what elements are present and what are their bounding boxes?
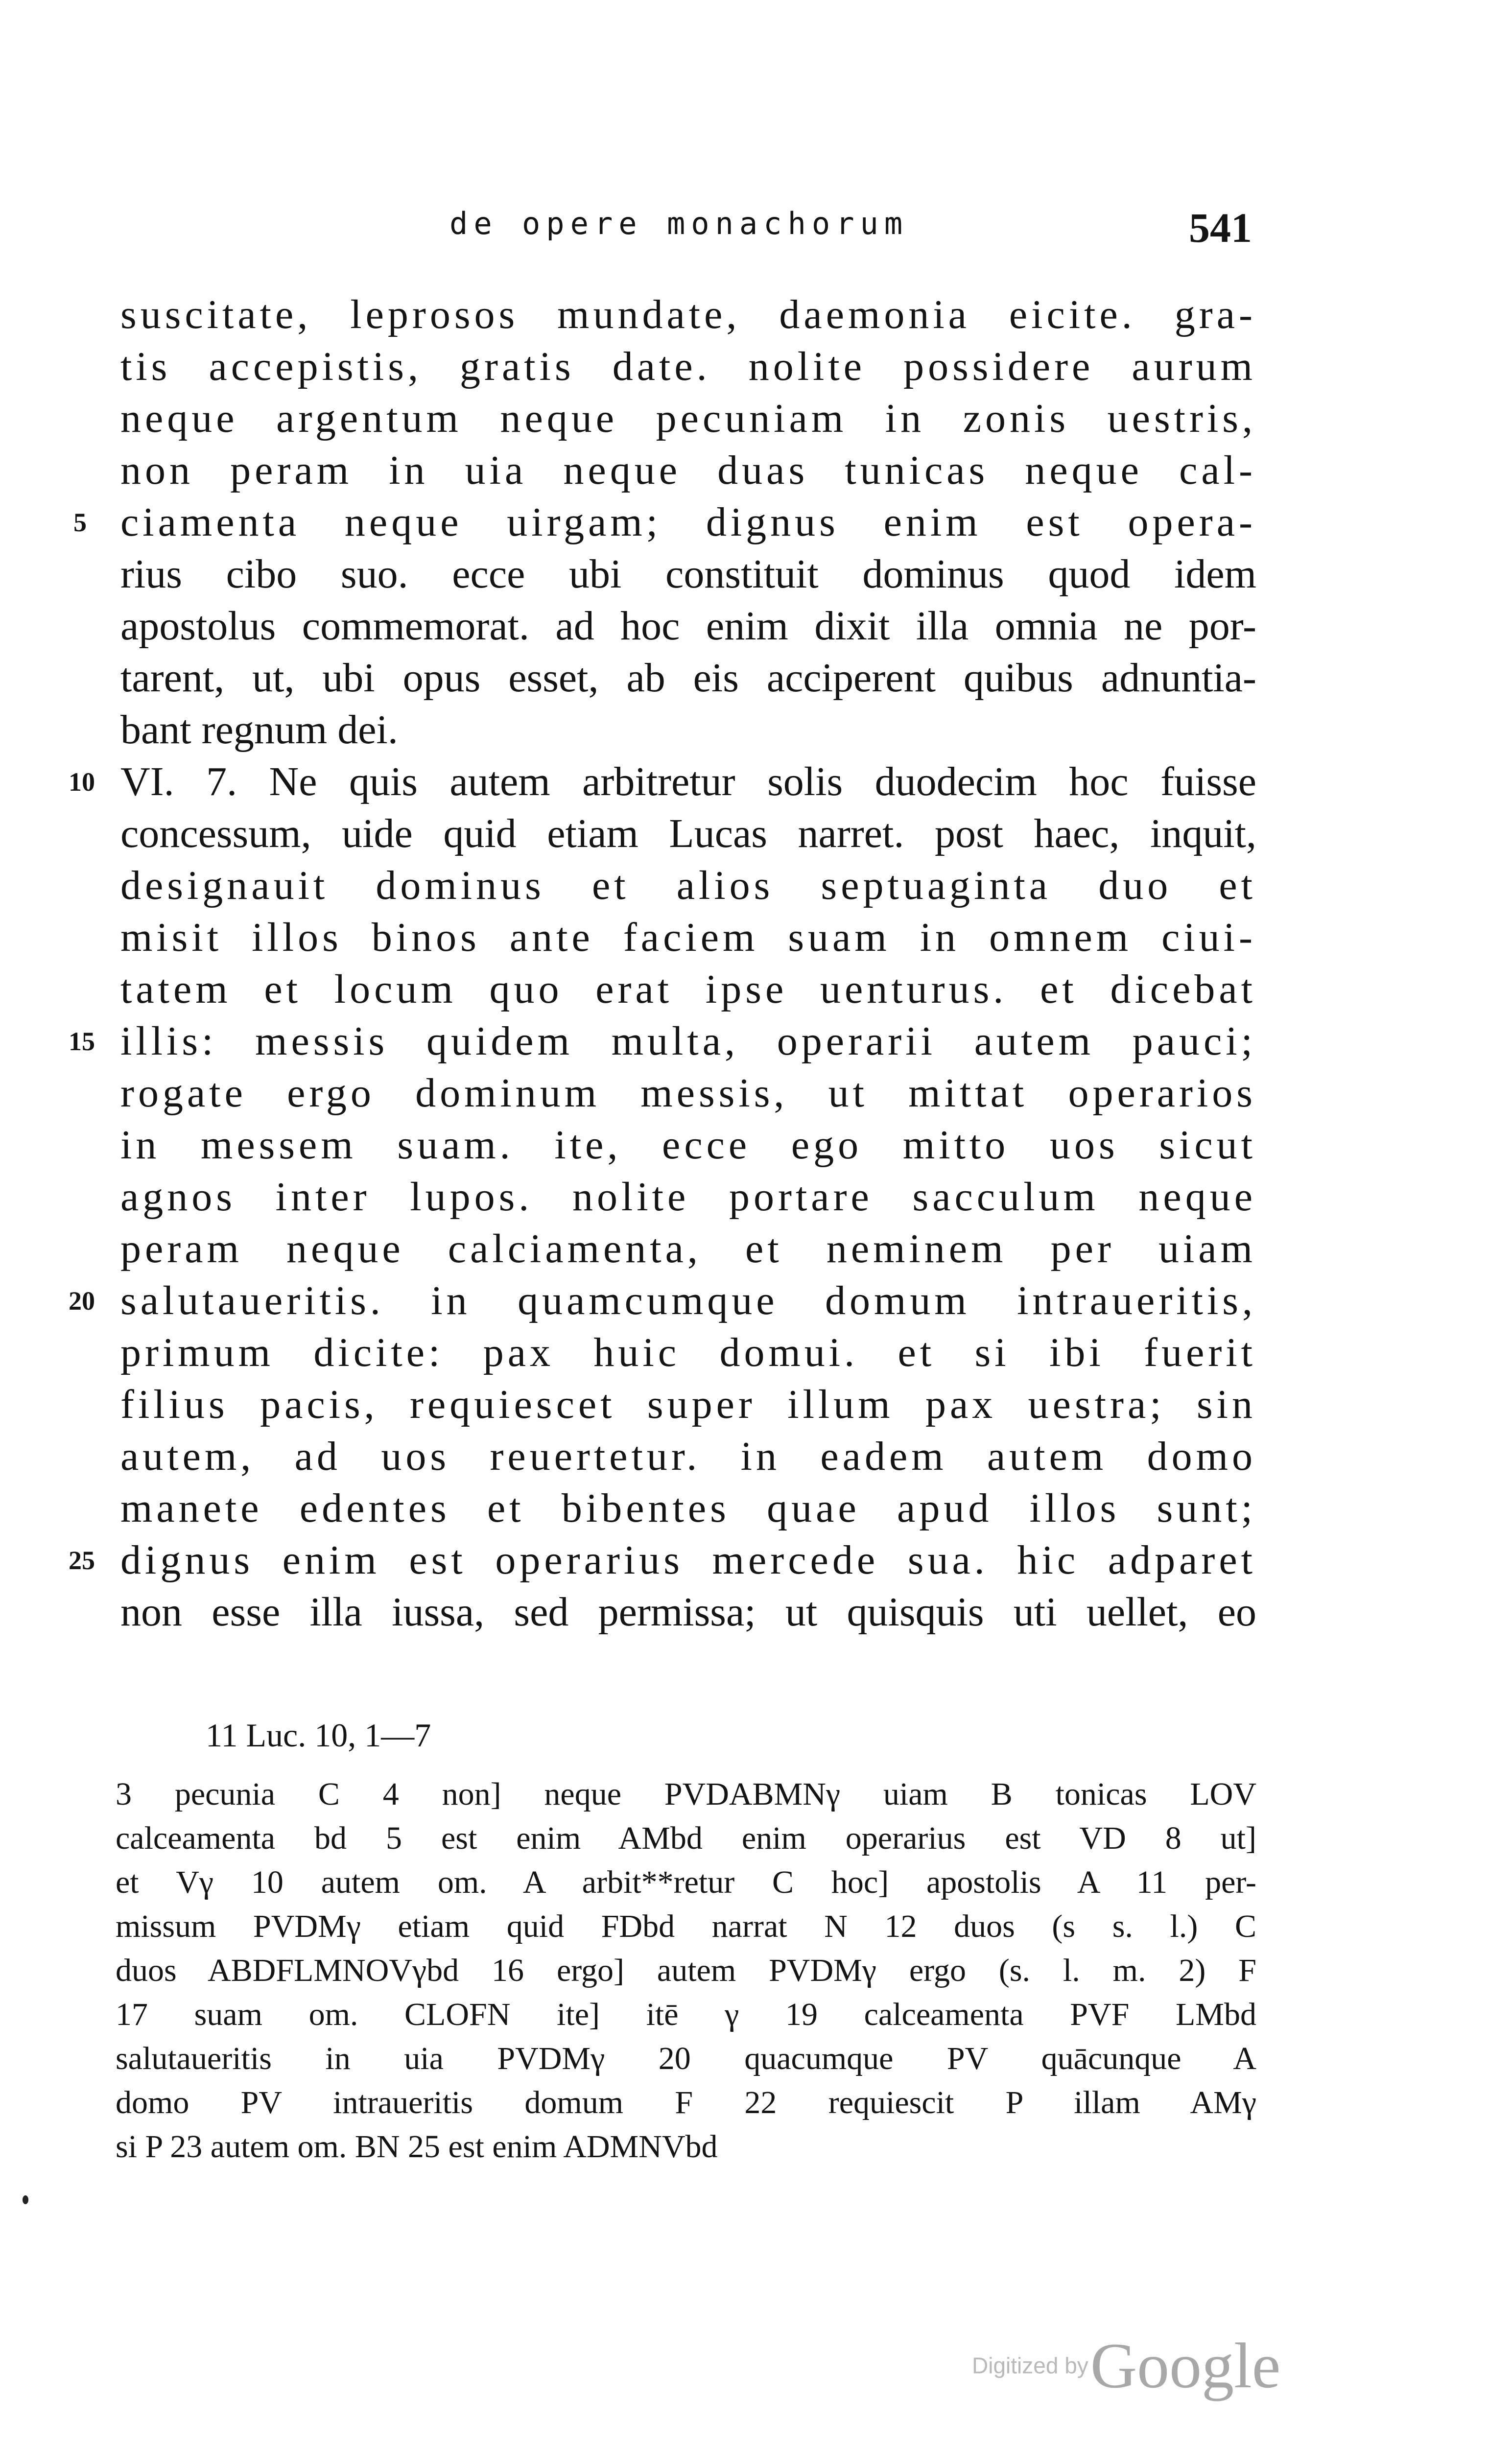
text-line: designauit dominus et alios septuaginta duo et xyxy=(120,863,1256,908)
text-line: dignus enim est operarius mercede sua. hic adparet xyxy=(120,1537,1256,1583)
text-line: tarent, ut, ubi opus esset, ab eis acciperent quibus adnuntia- xyxy=(120,655,1256,701)
text-line: VI. 7. Ne quis autem arbitretur solis duodecim hoc fuisse xyxy=(120,759,1256,804)
text-line: non peram in uia neque duas tunicas neque cal- xyxy=(120,447,1256,493)
line-number: 10 xyxy=(69,767,95,797)
google-logo: Google xyxy=(1090,2330,1281,2401)
text-line: peram neque calciamenta, et neminem per uiam xyxy=(120,1226,1256,1271)
apparatus-line: missum PVDMγ etiam quid FDbd narrat N 12 duos (s s. l.) C xyxy=(116,1908,1256,1944)
text-line: rius cibo suo. ecce ubi constituit dominus quod idem xyxy=(120,551,1256,597)
text-line: ciamenta neque uirgam; dignus enim est opera- xyxy=(120,499,1256,545)
line-number: 25 xyxy=(69,1546,95,1575)
text-line: agnos inter lupos. nolite portare sacculum neque xyxy=(120,1174,1256,1220)
text-line: illis: messis quidem multa, operarii autem pauci; xyxy=(120,1018,1256,1064)
line-number: 20 xyxy=(69,1286,95,1316)
text-line: tatem et locum quo erat ipse uenturus. et dicebat xyxy=(120,966,1256,1012)
line-number: 15 xyxy=(69,1027,95,1056)
text-line: manete edentes et bibentes quae apud illos sunt; xyxy=(120,1485,1256,1531)
text-line: non esse illa iussa, sed permissa; ut quisquis uti uellet, eo xyxy=(120,1589,1256,1635)
text-line: filius pacis, requiescet super illum pax uestra; sin xyxy=(120,1382,1256,1427)
text-line: bant regnum dei. xyxy=(120,707,398,753)
apparatus-line: si P 23 autem om. BN 25 est enim ADMNVbd xyxy=(116,2129,718,2165)
apparatus-line: salutaueritis in uia PVDMγ 20 quacumque PV quācunque A xyxy=(116,2041,1256,2076)
text-line: rogate ergo dominum messis, ut mittat operarios xyxy=(120,1070,1256,1116)
digitized-watermark xyxy=(972,2328,1280,2403)
text-line: neque argentum neque pecuniam in zonis uestris, xyxy=(120,396,1256,441)
text-line: suscitate, leprosos mundate, daemonia eicite. gra- xyxy=(120,292,1256,337)
apparatus-line: 17 suam om. CLOFN ite] itē γ 19 calceamenta PVF LMbd xyxy=(116,1997,1256,2032)
line-number: 5 xyxy=(73,508,87,537)
source-reference: 11 Luc. 10, 1—7 xyxy=(206,1717,431,1754)
text-line: in messem suam. ite, ecce ego mitto uos sicut xyxy=(120,1122,1256,1168)
text-line: primum dicite: pax huic domui. et si ibi fuerit xyxy=(120,1330,1256,1375)
page-number: 541 xyxy=(1189,204,1252,251)
text-line: autem, ad uos reuertetur. in eadem autem domo xyxy=(120,1434,1256,1479)
watermark-prefix: Digitized by xyxy=(972,2353,1088,2378)
apparatus-line: 3 pecunia C 4 non] neque PVDABMNγ uiam B tonicas LOV xyxy=(116,1776,1256,1812)
apparatus-line: et Vγ 10 autem om. A arbit**retur C hoc] apostolis A 11 per- xyxy=(116,1864,1256,1900)
text-line: salutaueritis. in quamcumque domum intraueritis, xyxy=(120,1278,1256,1323)
text-line: misit illos binos ante faciem suam in omnem ciui- xyxy=(120,915,1256,960)
text-line: concessum, uide quid etiam Lucas narret. post haec, inquit, xyxy=(120,811,1256,856)
apparatus-line: calceamenta bd 5 est enim AMbd enim operarius est VD 8 ut] xyxy=(116,1820,1256,1856)
running-title: de opere monachorum xyxy=(449,206,909,241)
text-line: apostolus commemorat. ad hoc enim dixit illa omnia ne por- xyxy=(120,603,1256,649)
apparatus-line: duos ABDFLMNOVγbd 16 ergo] autem PVDMγ ergo (s. l. m. 2) F xyxy=(116,1953,1256,1988)
ink-speck xyxy=(23,2195,28,2204)
text-line: tis accepistis, gratis date. nolite possidere aurum xyxy=(120,344,1256,389)
apparatus-line: domo PV intraueritis domum F 22 requiescit P illam AMγ xyxy=(116,2085,1256,2120)
